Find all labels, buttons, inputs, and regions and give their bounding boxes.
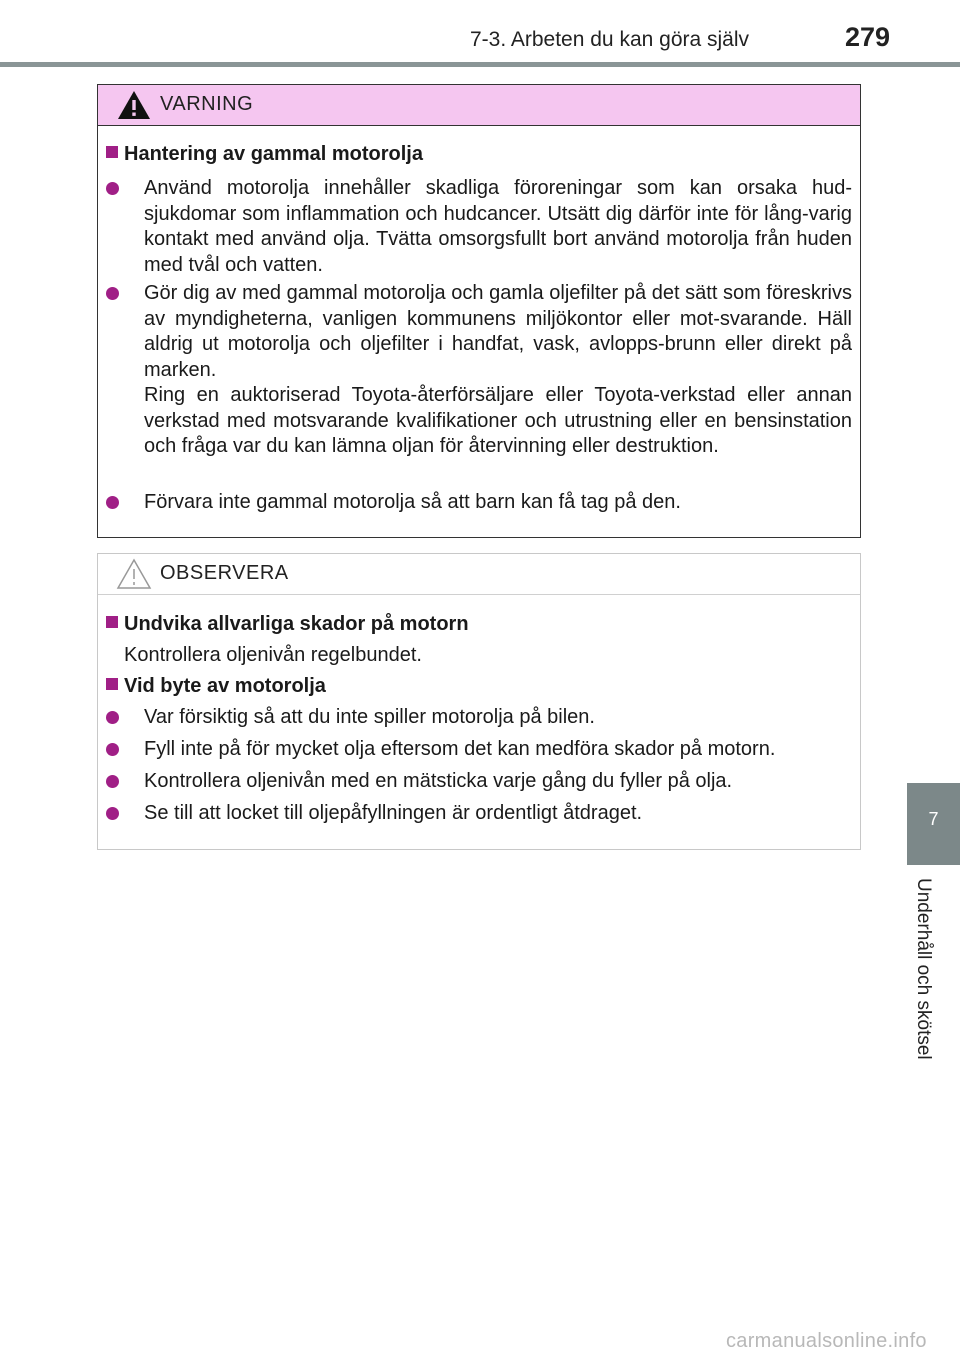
warning-bullet: Gör dig av med gammal motorolja och gamla oljefilter på det sätt som föreskrivs av myndigheterna, vanligen kommunens miljökontor eller mot-svarande. Häll aldrig ut motorolja och oljefilter i handfat, vask, avlopps-brunn eller direkt på marken. xyxy=(106,281,852,383)
bullet-dot-icon xyxy=(106,182,119,195)
warning-box xyxy=(97,84,861,538)
notice-section-title: Vid byte av motorolja xyxy=(106,675,326,698)
notice-bullet: Se till att locket till oljepåfyllningen är ordentligt åtdraget. xyxy=(106,801,852,827)
square-bullet-icon xyxy=(106,146,118,158)
bullet-dot-icon xyxy=(106,775,119,788)
bullet-dot-icon xyxy=(106,287,119,300)
square-bullet-icon xyxy=(106,678,118,690)
notice-bullet: Kontrollera oljenivån med en mätsticka varje gång du fyller på olja. xyxy=(106,769,852,795)
header-rule xyxy=(0,62,960,67)
notice-label: OBSERVERA xyxy=(160,562,289,584)
bullet-dot-icon xyxy=(106,496,119,509)
page-number: 279 xyxy=(845,22,891,52)
warning-triangle-icon xyxy=(116,89,152,121)
warning-label: VARNING xyxy=(160,93,254,115)
watermark: carmanualsonline.info xyxy=(726,1330,927,1352)
bullet-dot-icon xyxy=(106,711,119,724)
caution-triangle-icon xyxy=(116,558,152,590)
bullet-dot-icon xyxy=(106,807,119,820)
notice-bullet: Var försiktig så att du inte spiller motorolja på bilen. xyxy=(106,705,852,731)
chapter-number: 7 xyxy=(928,809,939,829)
notice-header xyxy=(98,554,860,595)
warning-bullet-continuation: Ring en auktoriserad Toyota-återförsäljare eller Toyota-verkstad eller annan verkstad med motsvarande kvalifikationer och utrustning eller en bensinstation och fråga var du kan lämna oljan för återvinning eller destruktion. xyxy=(144,384,852,457)
header-title: 7-3. Arbeten du kan göra själv xyxy=(470,28,750,51)
warning-bullet: Förvara inte gammal motorolja så att barn kan få tag på den. xyxy=(106,490,852,516)
notice-section-text: Kontrollera oljenivån regelbundet. xyxy=(124,644,422,666)
notice-box xyxy=(97,553,861,850)
bullet-dot-icon xyxy=(106,743,119,756)
warning-header xyxy=(98,85,860,126)
notice-section-title: Undvika allvarliga skador på motorn xyxy=(106,613,469,636)
chapter-tab xyxy=(907,783,960,865)
warning-section-title: Hantering av gammal motorolja xyxy=(106,143,423,166)
notice-bullet: Fyll inte på för mycket olja eftersom det kan medföra skador på motorn. xyxy=(106,737,852,763)
chapter-label: Underhåll och skötsel xyxy=(913,878,934,1060)
square-bullet-icon xyxy=(106,616,118,628)
warning-bullet: Använd motorolja innehåller skadliga föroreningar som kan orsaka hud-sjukdomar som inflammation och hudcancer. Utsätt dig därför inte för lång-varig kontakt med använd olja. Tvätta omsorgsfullt bort använd motorolja från huden med tvål och vatten. xyxy=(106,176,852,278)
